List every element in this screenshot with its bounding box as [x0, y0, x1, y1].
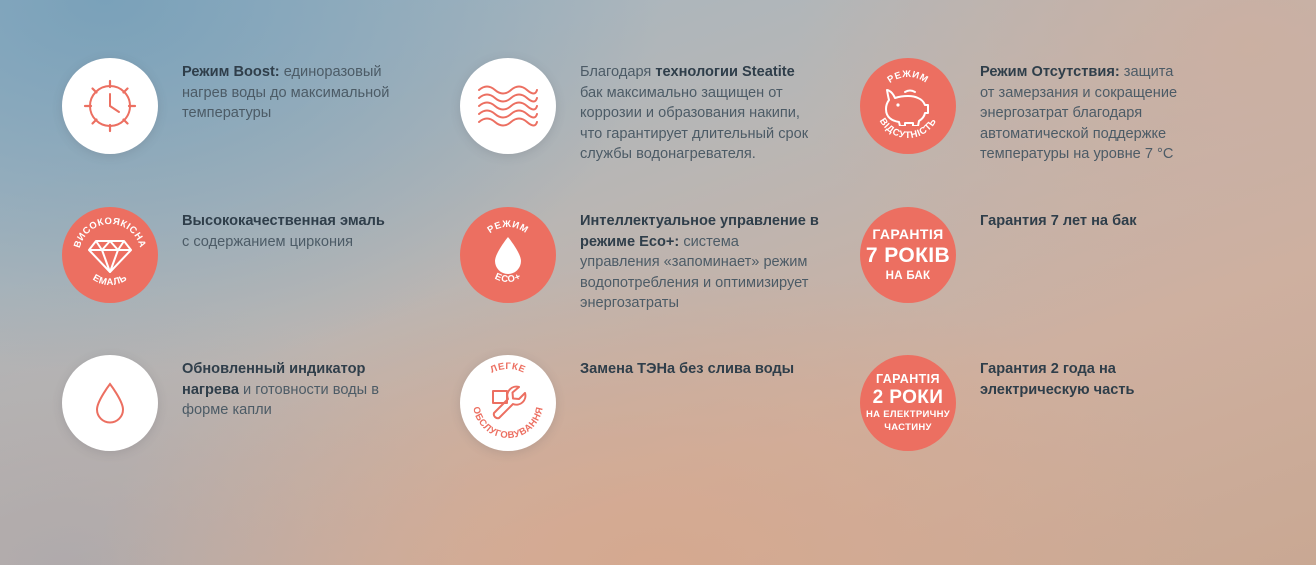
warranty-years: 7 РОКІВ	[865, 244, 951, 268]
feature-title: Высококачественная эмаль	[182, 213, 385, 229]
feature-body: система управления «запоминает» режим водопотребления и оптимизирует энергозатраты	[580, 233, 809, 311]
warranty-scope-line2: ЧАСТИНУ	[884, 422, 932, 434]
warranty-scope-line1: НА ЕЛЕКТРИЧНУ	[865, 409, 951, 421]
warranty-7-text	[866, 227, 950, 282]
svg-text:ОБСЛУГОВУВАННЯ: ОБСЛУГОВУВАННЯ	[470, 405, 546, 442]
svg-text:ВИСОКОЯКІСНА: ВИСОКОЯКІСНА	[71, 215, 149, 250]
warranty-2-years-icon	[860, 355, 956, 451]
easy-service-wrench-icon	[460, 355, 556, 451]
warranty-2-text	[866, 372, 950, 434]
feature-body: Замена ТЭНа без слива воды	[580, 361, 795, 377]
svg-text:РЕЖИМ: РЕЖИМ	[885, 68, 931, 86]
warranty-7-years-icon	[860, 207, 956, 303]
drop-outline-glyph	[92, 380, 128, 426]
warranty-label: ГАРАНТІЯ	[872, 226, 944, 243]
feature-title: Режим Boost:	[182, 64, 280, 80]
feature-title-bold: технологии Steatite	[655, 64, 795, 80]
feature-text-absence-mode	[980, 58, 1190, 165]
feature-title: Режим Отсутствия:	[980, 64, 1120, 80]
feature-item-heat-indicator	[62, 355, 392, 451]
feature-body: и готовности воды в форме капли	[182, 381, 379, 418]
feature-item-absence-mode	[860, 58, 1200, 165]
waves-glyph	[475, 80, 541, 132]
drop-indicator-icon	[62, 355, 158, 451]
svg-text:ВІДСУТНІСТЬ: ВІДСУТНІСТЬ	[876, 116, 940, 142]
feature-title: Интеллектуальное управление в режиме Eco+:	[580, 213, 819, 250]
clock-boost-glyph	[78, 74, 142, 138]
feature-text-boost	[182, 58, 392, 124]
feature-item-heater-replace	[460, 355, 820, 451]
feature-text-eco-plus	[580, 207, 820, 314]
feature-title: Обновленный индикатор нагрева	[182, 361, 366, 398]
warranty-years: 2 РОКИ	[872, 386, 944, 408]
feature-text-enamel	[182, 207, 392, 252]
feature-body: защита от замерзания и сокращение энергозатрат благодаря автоматической поддержке температуры на уровне 7 °С	[980, 64, 1178, 162]
feature-item-boost	[62, 58, 392, 154]
feature-body: единоразовый нагрев воды до максимальной температуры	[182, 64, 390, 121]
diamond-glyph	[88, 235, 132, 275]
piggy-bank-icon	[860, 58, 956, 154]
piggy-glyph	[885, 86, 931, 126]
water-drop-eco-icon	[460, 207, 556, 303]
waves-steatite-icon	[460, 58, 556, 154]
feature-text-warranty-tank	[980, 207, 1190, 232]
warranty-scope: НА БАК	[885, 269, 931, 282]
svg-text:ЕМАЛЬ: ЕМАЛЬ	[90, 272, 130, 289]
feature-body: бак максимально защищен от коррозии и образования накипи, что гарантирует длительный срок службы водонагревателя.	[580, 84, 809, 162]
feature-item-warranty-tank	[860, 207, 1200, 303]
feature-item-warranty-electric	[860, 355, 1200, 451]
feature-item-enamel	[62, 207, 392, 303]
feature-body: Гарантия 7 лет на бак	[980, 213, 1137, 229]
feature-text-heat-indicator	[182, 355, 392, 421]
clock-boost-icon	[62, 58, 158, 154]
svg-text:ЛЕГКЕ: ЛЕГКЕ	[488, 360, 528, 376]
feature-title-prefix: Благодаря	[580, 64, 656, 80]
feature-body: с содержанием циркония	[182, 233, 354, 250]
feature-text-steatite	[580, 58, 820, 165]
drop-glyph	[491, 234, 525, 276]
feature-item-steatite	[460, 58, 820, 165]
warranty-label: ГАРАНТІЯ	[876, 371, 940, 386]
feature-text-heater-replace	[580, 355, 794, 380]
diamond-enamel-icon	[62, 207, 158, 303]
feature-text-warranty-electric	[980, 355, 1190, 400]
svg-text:РЕЖИМ: РЕЖИМ	[485, 218, 531, 236]
wrench-glyph	[487, 383, 529, 423]
svg-text:ECO+: ECO+	[493, 271, 523, 286]
feature-body: Гарантия 2 года на электрическую часть	[980, 361, 1135, 398]
feature-item-eco-plus	[460, 207, 820, 314]
